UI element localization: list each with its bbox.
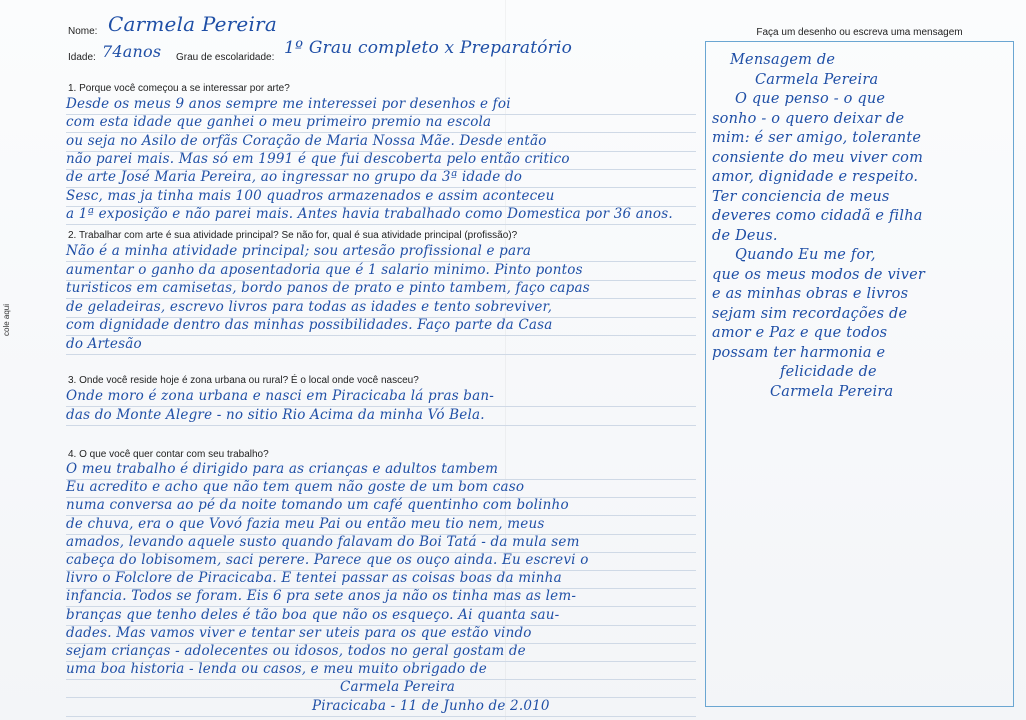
answer-4-line: livro o Folclore de Piracicaba. E tentei passar as coisas boas da minha (66, 570, 562, 587)
answer-3-line: das do Monte Alegre - no sitio Rio Acima da minha Vó Bela. (66, 406, 485, 423)
message-line: que os meus modos de viver (712, 266, 926, 283)
answer-4-line: numa conversa ao pé da noite tomando um café quentinho com bolinho (66, 497, 569, 514)
answer-4-line: uma boa historia - lenda ou casos, e meu muito obrigado de (66, 661, 487, 678)
education-label: Grau de escolaridade: (176, 52, 275, 63)
answer-1-line: com esta idade que ganhei o meu primeiro premio na escola (66, 114, 492, 131)
ruled-line (66, 425, 696, 426)
answer-4-line: de chuva, era o que Vovó fazia meu Pai ou então meu tio nem, meus (66, 515, 545, 532)
message-line: sejam sim recordações de (712, 305, 908, 322)
answer-1-line: ou seja no Asilo de orfãs Coração de Maria Nossa Mãe. Desde então (66, 132, 547, 149)
message-line: Carmela Pereira (770, 383, 894, 400)
message-line: Ter conciencia de meus (712, 188, 890, 205)
ruled-line (66, 716, 696, 717)
answer-4-line: branças que tenho deles é tão boa que não os esqueço. Ai quanta sau- (66, 606, 560, 623)
question-3: 3. Onde você reside hoje é zona urbana ou rural? É o local onde você nasceu? (68, 375, 419, 386)
answer-4-line: O meu trabalho é dirigido para as crianças e adultos tambem (66, 461, 499, 477)
name-label: Nome: (68, 26, 98, 37)
question-1: 1. Porque você começou a se interessar por arte? (68, 83, 290, 94)
education-value: 1º Grau completo x Preparatório (284, 38, 573, 58)
question-2: 2. Trabalhar com arte é sua atividade principal? Se não for, qual é sua atividade principal (profissão)? (68, 230, 518, 241)
message-line: O que penso - o que (735, 91, 886, 107)
side-label: cole aqui (2, 303, 11, 336)
message-line: Quando Eu me for, (735, 247, 876, 263)
message-line: mim: é ser amigo, tolerante (712, 130, 922, 146)
answer-1-line: Sesc, mas ja tinha mais 100 quadros armazenados e assim aconteceu (66, 187, 555, 204)
message-line: sonho - o quero deixar de (712, 110, 905, 127)
answer-2-line: de geladeiras, escrevo livros para todas as idades e tento sobreviver, (66, 298, 553, 315)
ruled-line (66, 335, 696, 336)
answer-4-line: sejam crianças - adolecentes ou idosos, todos no geral gostam de (66, 643, 526, 659)
message-line: Mensagem de (730, 52, 836, 68)
message-box-title: Faça um desenho ou escreva uma mensagem (756, 27, 963, 38)
answer-4-line: infancia. Todos se foram. Eis 6 pra sete anos ja não os tinha mas as lem- (66, 588, 577, 605)
message-line: deveres como cidadã e filha (712, 208, 923, 224)
message-line: felicidade de (780, 364, 877, 380)
answer-2-line: aumentar o ganho da aposentadoria que é 1 salario minimo. Pinto pontos (66, 261, 583, 278)
message-line: e as minhas obras e livros (712, 286, 909, 302)
answer-4-line: Carmela Pereira (340, 679, 456, 696)
answer-3-line: Onde moro é zona urbana e nasci em Piracicaba lá pras ban- (66, 388, 495, 404)
answer-2-line: Não é a minha atividade principal; sou artesão profissional e para (66, 243, 532, 259)
age-label: Idade: (68, 52, 96, 63)
answer-1-line: a 1ª exposição e não parei mais. Antes havia trabalhado como Domestica por 36 anos. (66, 205, 673, 222)
message-line: amor, dignidade e respeito. (712, 169, 919, 185)
answer-1-line: Desde os meus 9 anos sempre me interessei por desenhos e foi (66, 96, 511, 112)
message-line: consiente do meu viver com (712, 149, 924, 166)
answer-2-line: do Artesão (66, 335, 142, 352)
age-value: 74anos (102, 42, 162, 61)
message-line: possam ter harmonia e (712, 344, 886, 361)
answer-4-line: Piracicaba - 11 de Junho de 2.010 (312, 697, 550, 714)
answer-4-line: amados, levando aquele susto quando falavam do Boi Tatá - da mula sem (66, 533, 580, 550)
question-4: 4. O que você quer contar com seu trabalho? (68, 449, 269, 460)
answer-1-line: de arte José Maria Pereira, ao ingressar no grupo da 3ª idade do (66, 169, 523, 186)
answer-1-line: não parei mais. Mas só em 1991 é que fui descoberta pelo então critico (66, 150, 570, 167)
answer-4-line: Eu acredito e acho que não tem quem não goste de um bom caso (66, 479, 525, 496)
name-value: Carmela Pereira (108, 12, 277, 36)
message-line: de Deus. (712, 227, 778, 244)
message-line: amor e Paz e que todos (712, 325, 888, 341)
ruled-line (66, 354, 696, 355)
answer-2-line: com dignidade dentro das minhas possibilidades. Faço parte da Casa (66, 317, 553, 333)
answer-4-line: cabeça do lobisomem, saci perere. Parece que os ouço ainda. Eu escrevi o (66, 552, 589, 568)
message-line: Carmela Pereira (755, 71, 879, 88)
answer-2-line: turisticos em camisetas, bordo panos de prato e pinto tambem, faço capas (66, 280, 590, 296)
ruled-line (66, 224, 696, 225)
answer-4-line: dades. Mas vamos viver e tentar ser uteis para os que estão vindo (66, 624, 532, 641)
